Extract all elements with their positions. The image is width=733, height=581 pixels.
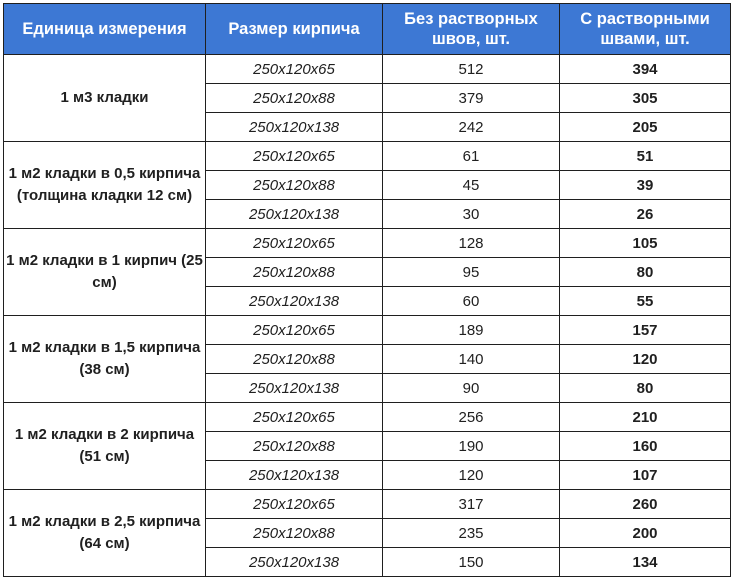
size-cell: 250x120x138	[206, 287, 383, 316]
header-unit: Единица измерения	[4, 4, 206, 55]
table-body	[4, 55, 731, 577]
table-row	[4, 142, 731, 171]
size-cell: 250x120x138	[206, 200, 383, 229]
size-cell: 250x120x138	[206, 113, 383, 142]
with-mortar-cell: 157	[560, 316, 731, 345]
unit-cell: 1 м3 кладки	[4, 55, 206, 142]
without-mortar-cell: 317	[383, 490, 560, 519]
table-row	[4, 55, 731, 84]
without-mortar-cell: 150	[383, 548, 560, 577]
with-mortar-cell: 51	[560, 142, 731, 171]
table-row	[4, 316, 731, 345]
with-mortar-cell: 305	[560, 84, 731, 113]
table-row	[4, 490, 731, 519]
size-cell: 250x120x65	[206, 55, 383, 84]
size-cell: 250x120x88	[206, 84, 383, 113]
with-mortar-cell: 200	[560, 519, 731, 548]
size-cell: 250x120x88	[206, 519, 383, 548]
size-cell: 250x120x138	[206, 461, 383, 490]
size-cell: 250x120x88	[206, 258, 383, 287]
with-mortar-cell: 394	[560, 55, 731, 84]
without-mortar-cell: 512	[383, 55, 560, 84]
with-mortar-cell: 105	[560, 229, 731, 258]
without-mortar-cell: 61	[383, 142, 560, 171]
with-mortar-cell: 260	[560, 490, 731, 519]
without-mortar-cell: 256	[383, 403, 560, 432]
brick-count-table	[3, 3, 731, 577]
table-row	[4, 403, 731, 432]
size-cell: 250x120x138	[206, 548, 383, 577]
unit-cell: 1 м2 кладки в 2,5 кирпича (64 см)	[4, 490, 206, 577]
without-mortar-cell: 30	[383, 200, 560, 229]
without-mortar-cell: 90	[383, 374, 560, 403]
with-mortar-cell: 26	[560, 200, 731, 229]
header-without-mortar: Без растворных швов, шт.	[383, 4, 560, 55]
without-mortar-cell: 379	[383, 84, 560, 113]
with-mortar-cell: 120	[560, 345, 731, 374]
unit-cell: 1 м2 кладки в 1 кирпич (25 см)	[4, 229, 206, 316]
with-mortar-cell: 55	[560, 287, 731, 316]
with-mortar-cell: 80	[560, 374, 731, 403]
size-cell: 250x120x65	[206, 316, 383, 345]
without-mortar-cell: 189	[383, 316, 560, 345]
size-cell: 250x120x65	[206, 403, 383, 432]
without-mortar-cell: 140	[383, 345, 560, 374]
with-mortar-cell: 205	[560, 113, 731, 142]
with-mortar-cell: 39	[560, 171, 731, 200]
unit-cell: 1 м2 кладки в 1,5 кирпича (38 см)	[4, 316, 206, 403]
with-mortar-cell: 107	[560, 461, 731, 490]
with-mortar-cell: 160	[560, 432, 731, 461]
without-mortar-cell: 60	[383, 287, 560, 316]
without-mortar-cell: 235	[383, 519, 560, 548]
header-brick-size: Размер кирпича	[206, 4, 383, 55]
with-mortar-cell: 80	[560, 258, 731, 287]
without-mortar-cell: 95	[383, 258, 560, 287]
without-mortar-cell: 242	[383, 113, 560, 142]
size-cell: 250x120x65	[206, 229, 383, 258]
with-mortar-cell: 210	[560, 403, 731, 432]
size-cell: 250x120x88	[206, 345, 383, 374]
size-cell: 250x120x88	[206, 171, 383, 200]
with-mortar-cell: 134	[560, 548, 731, 577]
header-with-mortar: С растворными швами, шт.	[560, 4, 731, 55]
size-cell: 250x120x65	[206, 490, 383, 519]
without-mortar-cell: 45	[383, 171, 560, 200]
size-cell: 250x120x138	[206, 374, 383, 403]
table-row	[4, 229, 731, 258]
size-cell: 250x120x65	[206, 142, 383, 171]
size-cell: 250x120x88	[206, 432, 383, 461]
unit-cell: 1 м2 кладки в 2 кирпича (51 см)	[4, 403, 206, 490]
without-mortar-cell: 190	[383, 432, 560, 461]
without-mortar-cell: 120	[383, 461, 560, 490]
header-row	[4, 4, 731, 55]
without-mortar-cell: 128	[383, 229, 560, 258]
unit-cell: 1 м2 кладки в 0,5 кирпича (толщина кладки 12 см)	[4, 142, 206, 229]
